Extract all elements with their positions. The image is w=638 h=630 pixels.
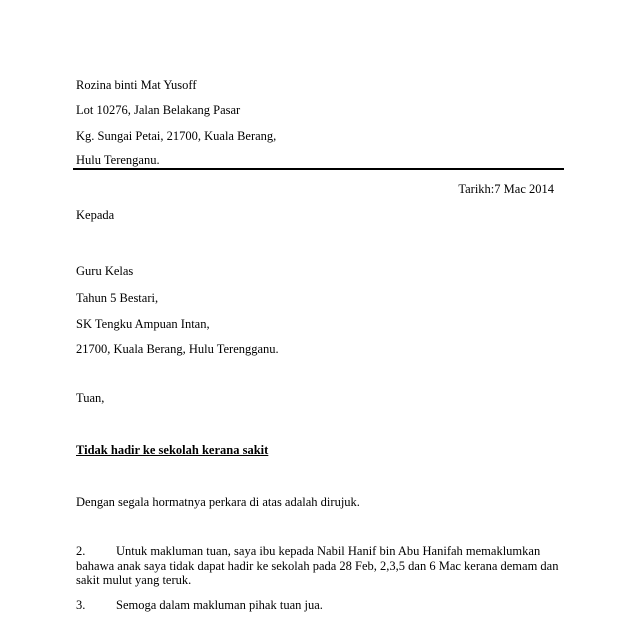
letter-date: Tarikh:7 Mac 2014 <box>458 182 554 196</box>
recipient-line-2: Tahun 5 Bestari, <box>76 291 159 305</box>
paragraph-text: Untuk makluman tuan, saya ibu kepada Nabil Hanif bin Abu Hanifah memaklumkan bahawa anak saya tidak dapat hadir ke sekolah pada 28 Feb, 2,3,5 dan 6 Mac kerana demam dan sakit mulut yang teruk. <box>76 544 559 587</box>
paragraph-3 <box>76 598 566 613</box>
intro-paragraph: Dengan segala hormatnya perkara di atas adalah dirujuk. <box>76 495 360 509</box>
header-divider <box>73 168 564 170</box>
sender-address-line-2: Kg. Sungai Petai, 21700, Kuala Berang, <box>76 129 277 143</box>
letter-subject: Tidak hadir ke sekolah kerana sakit <box>76 443 269 457</box>
recipient-line-3: SK Tengku Ampuan Intan, <box>76 317 210 331</box>
sender-name: Rozina binti Mat Yusoff <box>76 78 197 92</box>
salutation: Tuan, <box>76 391 105 405</box>
paragraph-2 <box>76 544 566 588</box>
recipient-to-label: Kepada <box>76 208 115 222</box>
paragraph-text: Semoga dalam makluman pihak tuan jua. <box>116 598 323 612</box>
sender-address-line-3: Hulu Terenganu. <box>76 153 160 167</box>
paragraph-number: 2. <box>76 544 86 558</box>
paragraph-number: 3. <box>76 598 86 612</box>
recipient-line-4: 21700, Kuala Berang, Hulu Terengganu. <box>76 342 279 356</box>
recipient-line-1: Guru Kelas <box>76 264 134 278</box>
sender-address-line-1: Lot 10276, Jalan Belakang Pasar <box>76 103 241 117</box>
